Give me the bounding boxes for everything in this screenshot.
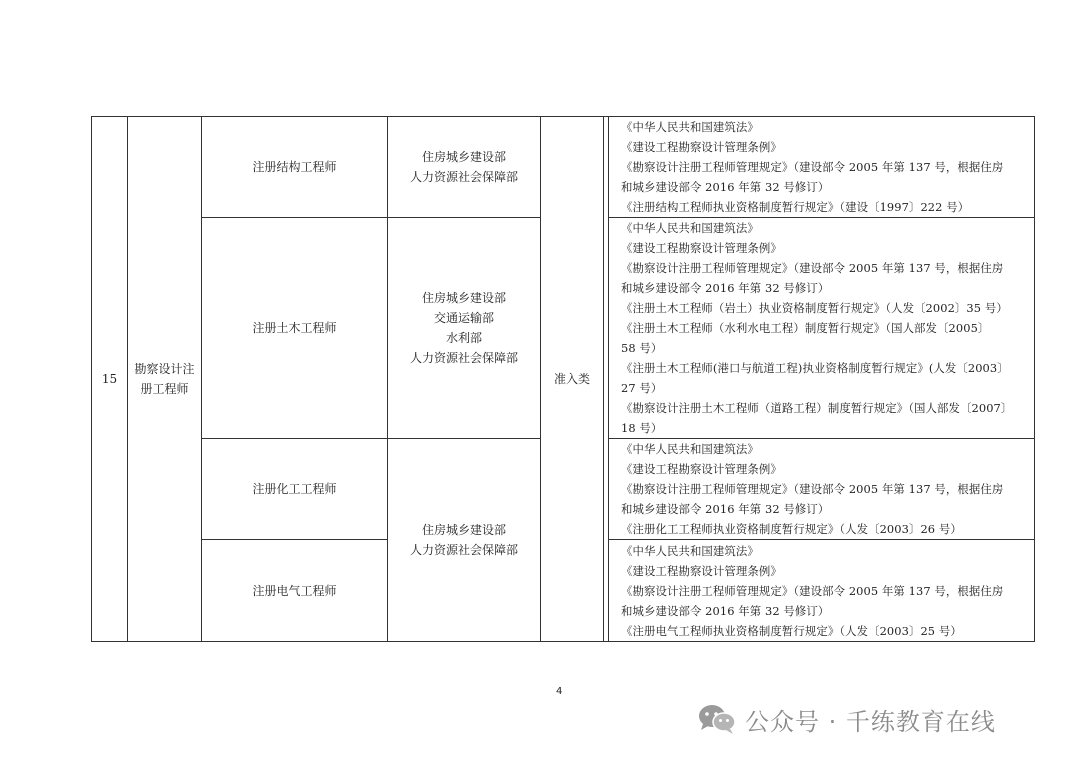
basis-line: 18 号） — [621, 421, 663, 435]
department: 住房城乡建设部 — [421, 291, 506, 305]
category-text: 勘察设计注册工程师 — [134, 362, 195, 396]
basis-line: 《中华人民共和国建筑法》 — [621, 120, 759, 134]
department: 人力资源社会保障部 — [409, 170, 518, 184]
department-cell — [388, 439, 541, 642]
basis-cell — [609, 117, 1035, 218]
basis-line: 《中华人民共和国建筑法》 — [621, 221, 759, 235]
basis-line: 和城乡建设部令 2016 年第 32 号修订） — [621, 180, 830, 194]
table-row — [92, 117, 1035, 218]
wechat-icon — [697, 703, 737, 735]
department: 人力资源社会保障部 — [409, 351, 518, 365]
basis-line: 《中华人民共和国建筑法》 — [621, 543, 759, 558]
watermark — [697, 700, 996, 738]
basis-line: 《注册土木工程师(港口与航道工程)执业资格制度暂行规定》(人发〔2003〕 — [621, 361, 1009, 375]
watermark-text: 公众号 · 千练教育在线 — [745, 707, 996, 736]
department: 人力资源社会保障部 — [409, 543, 518, 557]
basis-line: 《勘察设计注册工程师管理规定》（建设部令 2005 年第 137 号，根据住房 — [621, 583, 1004, 598]
basis-line: 《建设工程勘察设计管理条例》 — [621, 140, 782, 154]
basis-line: 《中华人民共和国建筑法》 — [621, 442, 759, 456]
department: 住房城乡建设部 — [421, 150, 506, 164]
department: 住房城乡建设部 — [421, 523, 506, 537]
basis-line: 《注册土木工程师（水利水电工程）制度暂行规定》（国人部发〔2005〕 — [621, 321, 990, 335]
basis-line: 《注册化工工程师执业资格制度暂行规定》（人发〔2003〕26 号） — [621, 522, 962, 536]
department-cell — [388, 218, 541, 439]
basis-line: 《注册结构工程师执业资格制度暂行规定》（建设〔1997〕222 号） — [621, 200, 970, 214]
basis-cell — [609, 439, 1035, 540]
basis-line: 《建设工程勘察设计管理条例》 — [621, 563, 782, 578]
qualification-name: 注册结构工程师 — [202, 117, 388, 218]
basis-line: 《注册土木工程师（岩土）执业资格制度暂行规定》（人发〔2002〕35 号） — [621, 301, 1008, 315]
basis-cell — [609, 540, 1035, 642]
basis-line: 27 号） — [621, 381, 663, 395]
basis-line: 《勘察设计注册工程师管理规定》（建设部令 2005 年第 137 号，根据住房 — [621, 482, 1004, 496]
basis-line: 《建设工程勘察设计管理条例》 — [621, 241, 782, 255]
basis-line: 《勘察设计注册土木工程师（道路工程）制度暂行规定》（国人部发〔2007〕 — [621, 401, 1013, 415]
department: 水利部 — [445, 331, 482, 345]
type-cell: 准入类 — [541, 117, 604, 642]
qualification-name: 注册电气工程师 — [202, 540, 388, 642]
basis-line: 和城乡建设部令 2016 年第 32 号修订） — [621, 281, 830, 295]
page-number: 4 — [556, 686, 563, 697]
row-number: 15 — [92, 117, 128, 642]
category-cell — [128, 117, 202, 642]
basis-line: 《勘察设计注册工程师管理规定》（建设部令 2005 年第 137 号，根据住房 — [621, 160, 1004, 174]
basis-cell — [609, 218, 1035, 439]
department-cell — [388, 117, 541, 218]
basis-line: 《勘察设计注册工程师管理规定》（建设部令 2005 年第 137 号，根据住房 — [621, 261, 1004, 275]
qualification-name: 注册土木工程师 — [202, 218, 388, 439]
qualification-name: 注册化工工程师 — [202, 439, 388, 540]
basis-line: 58 号） — [621, 341, 663, 355]
basis-line: 和城乡建设部令 2016 年第 32 号修订） — [621, 502, 830, 516]
department: 交通运输部 — [433, 311, 494, 325]
basis-line: 《建设工程勘察设计管理条例》 — [621, 462, 782, 476]
qualification-table — [91, 116, 1035, 642]
basis-line: 《注册电气工程师执业资格制度暂行规定》（人发〔2003〕25 号） — [621, 623, 962, 638]
basis-line: 和城乡建设部令 2016 年第 32 号修订） — [621, 603, 830, 618]
